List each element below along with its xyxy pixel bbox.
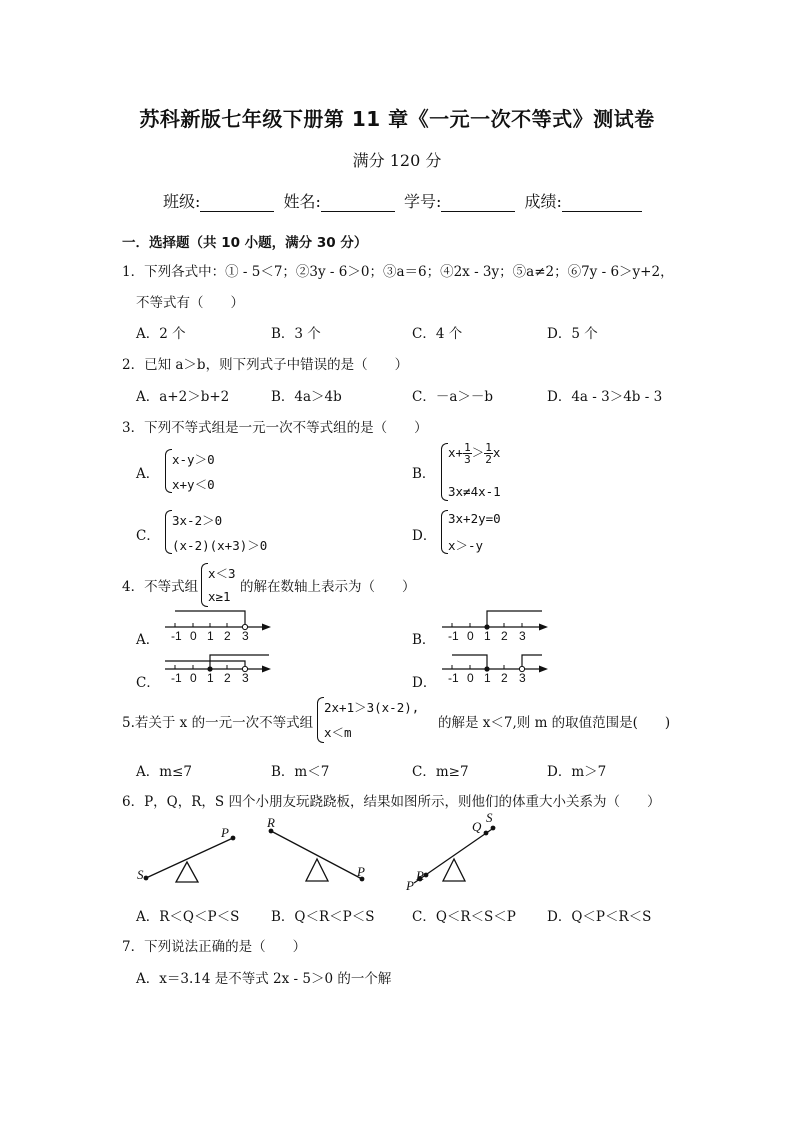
q3-option-a[interactable]: A． (136, 466, 160, 482)
q6-option-c[interactable]: C．Q＜R＜S＜P (412, 909, 516, 925)
svg-text:3: 3 (519, 629, 526, 643)
seesaw-figure-2 (262, 813, 382, 888)
q3-option-b[interactable]: B． (412, 466, 436, 482)
q6-option-b[interactable]: B．Q＜R＜P＜S (271, 909, 375, 925)
q6-option-d[interactable]: D．Q＜P＜R＜S (547, 909, 652, 925)
svg-text:2: 2 (224, 629, 231, 643)
q3-b-line1 (448, 442, 500, 465)
q3-a-line2: x+y＜0 (172, 477, 215, 492)
class-blank[interactable] (200, 193, 274, 212)
q3-b-gt: ＞ (471, 445, 485, 460)
svg-text:P: P (221, 825, 229, 840)
page-subtitle: 满分 120 分 (352, 151, 442, 170)
q4-option-b[interactable]: B． (412, 632, 436, 648)
q3-b-l1a: x+ (448, 445, 464, 460)
q3-b-frac1: $\frac{1}{3}$ (464, 441, 471, 466)
q7-option-a[interactable]: A．x＝3.14 是不等式 2x - 5＞0 的一个解 (136, 971, 392, 987)
svg-text:3: 3 (242, 671, 249, 685)
q3-stem: 3．下列不等式组是一元一次不等式组的是（ ） (122, 420, 428, 436)
q4-stem-b: 的解在数轴上表示为（ ） (240, 579, 416, 595)
q3-c-brace (165, 510, 172, 554)
score-blank[interactable] (562, 193, 642, 212)
svg-text:0: 0 (190, 629, 197, 643)
svg-text:-1: -1 (171, 629, 182, 643)
q7-stem: 7．下列说法正确的是（ ） (122, 939, 307, 955)
svg-text:0: 0 (467, 671, 474, 685)
q6-stem: 6．P，Q，R，S 四个小朋友玩跷跷板，结果如图所示，则他们的体重大小关系为（ ） (122, 794, 661, 810)
svg-text:0: 0 (190, 671, 197, 685)
page-title: 苏科新版七年级下册第 11 章《一元一次不等式》测试卷 (139, 107, 655, 131)
q1-option-a[interactable]: A．2 个 (136, 326, 186, 342)
svg-text:1: 1 (207, 671, 214, 685)
q4-numberline-b (442, 607, 552, 643)
q3-a-line1: x-y＞0 (172, 452, 215, 467)
q2-stem: 2．已知 a＞b，则下列式子中错误的是（ ） (122, 357, 409, 373)
student-info-row (163, 189, 646, 212)
q4-option-d[interactable]: D． (412, 675, 437, 691)
seesaw-figure-1 (132, 818, 252, 893)
svg-text:1: 1 (484, 671, 491, 685)
name-blank[interactable] (321, 193, 395, 212)
q5-option-c[interactable]: C．m≥7 (412, 764, 469, 780)
svg-text:1: 1 (484, 629, 491, 643)
q3-d-line1: 3x+2y=0 (448, 511, 501, 526)
section-heading: 一．选择题（共 10 小题，满分 30 分） (122, 235, 368, 251)
q4-option-a[interactable]: A． (136, 632, 160, 648)
q2-option-b[interactable]: B．4a＞4b (271, 389, 342, 405)
q5-brace (317, 697, 324, 743)
svg-text:3: 3 (242, 629, 249, 643)
q4-numberline-a (165, 607, 275, 643)
q2-option-c[interactable]: C．－a＞－b (412, 389, 494, 405)
seesaw-figure-3 (402, 810, 512, 892)
q3-option-c[interactable]: C． (136, 528, 160, 544)
q5-stem-a: 5.若关于 x 的一元一次不等式组 (122, 715, 314, 731)
q4-stem-a: 4．不等式组 (122, 579, 199, 595)
svg-text:Q: Q (472, 819, 482, 834)
q4-numberline-c (165, 651, 275, 687)
q1-option-d[interactable]: D．5 个 (547, 326, 598, 342)
q3-c-line1: 3x-2＞0 (172, 513, 223, 528)
q1-stem: 1．下列各式中：① - 5＜7；②3y - 6＞0；③a＝6；④2x - 3y；⑤a≠2；⑥7y - 6＞y+2， (122, 264, 674, 280)
score-label: 成绩: (524, 192, 562, 211)
q5-option-d[interactable]: D．m＞7 (547, 764, 607, 780)
q5-stem-b: 的解是 x＜7,则 m 的取值范围是( ) (438, 715, 671, 731)
q3-option-d[interactable]: D． (412, 528, 437, 544)
name-label: 姓名: (283, 192, 321, 211)
svg-text:-1: -1 (448, 671, 459, 685)
svg-text:3: 3 (519, 671, 526, 685)
q2-option-a[interactable]: A．a+2＞b+2 (136, 389, 230, 405)
q4-sys-line1: x＜3 (208, 566, 236, 581)
q4-option-c[interactable]: C． (136, 675, 160, 691)
svg-text:R: R (267, 815, 275, 830)
q4-numberline-d (442, 651, 552, 687)
q1-stem-cont: 不等式有（ ） (136, 295, 244, 311)
svg-text:P: P (406, 878, 414, 893)
svg-text:-1: -1 (448, 629, 459, 643)
q1-option-c[interactable]: C．4 个 (412, 326, 463, 342)
q3-b-brace (441, 443, 448, 501)
q2-option-d[interactable]: D．4a - 3＞4b - 3 (547, 389, 663, 405)
svg-text:1: 1 (207, 629, 214, 643)
class-label: 班级: (163, 192, 201, 211)
q6-option-a[interactable]: A．R＜Q＜P＜S (136, 909, 240, 925)
svg-text:S: S (137, 867, 144, 882)
q5-sys-line2: x＜m (324, 725, 352, 740)
svg-text:R: R (416, 868, 424, 883)
student-id-label: 学号: (404, 192, 442, 211)
svg-text:2: 2 (501, 671, 508, 685)
q3-d-brace (441, 510, 448, 554)
student-id-blank[interactable] (441, 193, 515, 212)
q4-brace (201, 563, 208, 607)
q5-sys-line1: 2x+1＞3(x-2), (324, 700, 420, 715)
q1-option-b[interactable]: B．3 个 (271, 326, 321, 342)
svg-text:0: 0 (467, 629, 474, 643)
q3-d-line2: x＞-y (448, 538, 484, 553)
q3-b-line2: 3x≠4x-1 (448, 484, 501, 499)
q3-c-line2: (x-2)(x+3)＞0 (172, 538, 268, 553)
svg-text:2: 2 (501, 629, 508, 643)
svg-text:P: P (357, 864, 365, 879)
svg-text:-1: -1 (171, 671, 182, 685)
q3-b-frac2: $\frac{1}{2}$ (485, 441, 492, 466)
q4-sys-line2: x≥1 (208, 589, 231, 604)
q3-b-x: x (492, 445, 501, 460)
q3-a-brace (165, 449, 172, 493)
svg-text:2: 2 (224, 671, 231, 685)
q5-option-b[interactable]: B．m＜7 (271, 764, 330, 780)
svg-text:S: S (486, 810, 493, 825)
q5-option-a[interactable]: A．m≤7 (136, 764, 192, 780)
